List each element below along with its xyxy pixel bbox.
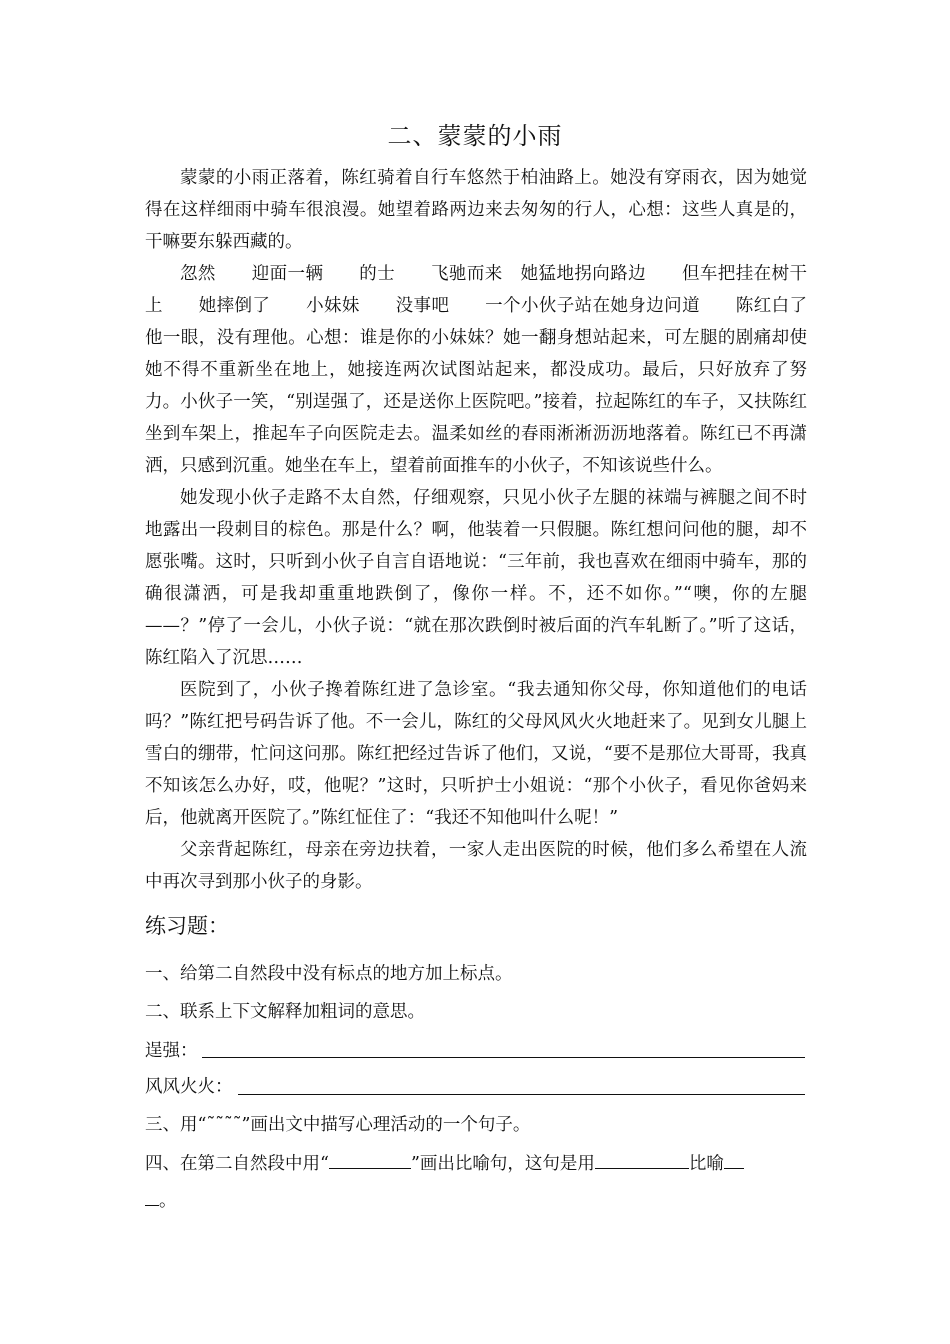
answer-blank-4a[interactable] [329,1150,411,1169]
question-4-text-4: 。 [159,1191,177,1211]
paragraph-1: 蒙蒙的小雨正落着，陈红骑着自行车悠然于柏油路上。她没有穿雨衣，因为她觉得在这样细雨中骑车很浪漫。她望着路两边来去匆匆的行人，心想：这些人真是的，干嘛要东躲西藏的。 [145,168,807,252]
article-body [145,162,807,898]
question-2: 二、联系上下文解释加粗词的意思。 [145,1002,425,1022]
answer-blank-4b[interactable] [595,1150,689,1169]
answer-line-2a[interactable] [202,1057,805,1058]
question-1: 一、给第二自然段中没有标点的地方加上标点。 [145,964,513,984]
answer-blank-4c[interactable] [724,1150,744,1169]
answer-blank-4c-continued[interactable] [145,1187,159,1206]
question-2b-label: 风风火火： [145,1077,233,1097]
answer-line-2b[interactable] [238,1094,805,1095]
question-3: 三、用“˜˜˜˜”画出文中描写心理活动的一个句子。 [145,1115,531,1135]
page-title: 二、蒙蒙的小雨 [387,122,563,150]
paragraph-5: 父亲背起陈红，母亲在旁边扶着，一家人走出医院的时候，他们多么希望在人流中再次寻到那小伙子的身影。 [145,840,807,892]
question-4-text-3: 比喻 [688,1154,724,1174]
exercise-heading: 练习题： [145,914,229,938]
question-4-text-1: 四、在第二自然段中用“ [145,1154,329,1174]
paragraph-2: 忽然 迎面一辆 的士 飞驰而来 她猛地拐向路边 但车把挂在树干上 她摔倒了 小妹妹 没事吧 一个小伙子站在她身边问道 陈红白了他一眼，没有理他。心想：谁是你的小妹妹？她一翻身想站起来，可左腿的剧痛却使她不得不重新坐在地上，她接连两次试图站起来，都没成功。最后，只好放弃了努力。小伙子一笑，“别逞强了，还是送你上医院吧。”接着，拉起陈红的车子，又扶陈红坐到车架上，推起车子向医院走去。温柔如丝的春雨淅淅沥沥地落着。陈红已不再潇洒，只感到沉重。她坐在车上，望着前面推车的小伙子，不知该说些什么。 [145,264,807,476]
question-4 [145,1150,744,1175]
paragraph-3: 她发现小伙子走路不太自然，仔细观察，只见小伙子左腿的袜端与裤腿之间不时地露出一段刺目的棕色。那是什么？啊，他装着一只假腿。陈红想问问他的腿，却不愿张嘴。这时，只听到小伙子自言自语地说：“三年前，我也喜欢在细雨中骑车，那的确很潇洒，可是我却重重地跌倒了，像你一样。不，还不如你。”“噢，你的左腿——？”停了一会儿，小伙子说：“就在那次跌倒时被后面的汽车轧断了。”听了这话，陈红陷入了沉思…… [145,488,807,668]
question-2a-label: 逞强： [145,1041,198,1061]
question-4-text-2: ”画出比喻句，这句是用 [410,1154,595,1174]
paragraph-4: 医院到了，小伙子搀着陈红进了急诊室。“我去通知你父母，你知道他们的电话吗？”陈红把号码告诉了他。不一会儿，陈红的父母风风火火地赶来了。见到女儿腿上雪白的绷带，忙问这问那。陈红把经过告诉了他们，又说，“要不是那位大哥哥，我真不知该怎么办好，哎，他呢？”这时，只听护士小姐说：“那个小伙子，看见你爸妈来后，他就离开医院了。”陈红怔住了：“我还不知他叫什么呢！” [145,680,807,828]
question-4-continued [145,1187,177,1212]
